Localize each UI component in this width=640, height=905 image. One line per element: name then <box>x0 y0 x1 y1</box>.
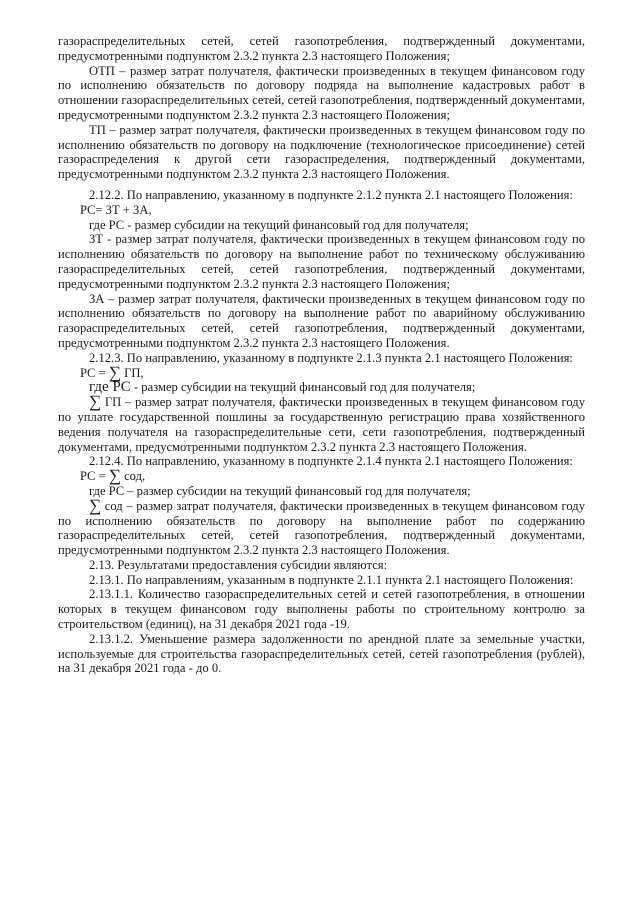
formula-lhs: PC = <box>80 469 109 484</box>
section-2-12-2: 2.12.2. По направлению, указанному в подпункте 2.1.2 пункта 2.1 настоящего Положения: <box>89 187 573 202</box>
formula-rhs: ГП, <box>120 365 144 380</box>
sum-symbol: ∑ <box>108 362 121 382</box>
section-2-13-1-1: 2.13.1.1. Количество газораспределительных сетей и сетей газопотребления, в отношении которых в текущем финансовом году выполнены работы по строительному контролю за строительством (единиц), на 31 декабря 2021 года -19. <box>58 587 585 632</box>
formula-pc-sum-sod <box>58 466 585 486</box>
section-2-13-1: 2.13.1. По направлениям, указанным в подпункте 2.1.1 пункта 2.1 настоящего Положения: <box>89 572 574 587</box>
sod-text: сод – размер затрат получателя, фактически произведенных в текущем финансовом году по исполнению обязательств по договору на выполнение работ по содержанию газораспределительных сетей, сетей газопотребления, подтвержденный документами, предусмотренными подпунктом 2.3.2 пункта 2.3 настоящего Положения. <box>58 498 585 558</box>
formula-pc-zt-za: PC= ЗТ + ЗА, <box>80 202 152 217</box>
paragraph-pc-definition: где PC - размер субсидии на текущий финансовый год для получателя; <box>89 217 469 232</box>
gp-text: ГП – размер затрат получателя, фактически произведенных в текущем финансовом году по уплате государственной пошлины за государственную регистрацию права хозяйственного ведения получателя на газораспределительные сети, сети газопотребления, подтвержденный документами, предусмотренными подпунктом 2.3.2 пункта 2.3 настоящего Положения. <box>58 395 585 454</box>
sum-symbol: ∑ <box>89 495 102 515</box>
formula-pc-sum-gp <box>58 362 585 382</box>
sum-symbol: ∑ <box>89 392 102 412</box>
paragraph-zt-definition: ЗТ - размер затрат получателя, фактически произведенных в текущем финансовом году по исполнению обязательств по договору на выполнение работ по техническому обслуживанию газораспределительных сетей, сетей газопотребления, подтвержденный документами, предусмотренными подпунктом 2.3.2 пункта 2.3 настоящего Положения; <box>58 232 585 291</box>
paragraph-za-definition: ЗА – размер затрат получателя, фактически произведенных в текущем финансовом году по исполнению обязательств по договору на выполнение работ по аварийному обслуживанию газораспределительных сетей, сетей газопотребления, подтвержденный документами, предусмотренными подпунктом 2.3.2 пункта 2.3 настоящего Положения. <box>58 291 585 350</box>
paragraph-tp-definition: ТП – размер затрат получателя, фактически произведенных в текущем финансовом году по исполнению обязательств по договору на подключение (технологическое присоединение) сетей газораспределения к другой сети газораспределения, подтвержденный документами, предусмотренными подпунктом 2.3.2 пункта 2.3 настоящего Положения. <box>58 122 585 182</box>
paragraph-otp-definition: ОТП – размер затрат получателя, фактически произведенных в текущем финансовом году по исполнению обязательств по договору подряда на выполнение кадастровых работ в отношении газораспределительных сетей, сетей газопотребления, подтвержденный документами, предусмотренными подпунктом 2.3.2 пункта 2.3 настоящего Положения; <box>58 63 585 122</box>
sum-symbol: ∑ <box>108 466 121 486</box>
formula-lhs: PC = <box>80 365 109 380</box>
paragraph-sod-definition <box>58 495 585 558</box>
formula-rhs: сод, <box>120 469 146 484</box>
pc-rest: - размер субсидии на текущий финансовый год для получателя; <box>130 380 476 395</box>
section-2-12-3: 2.12.3. По направлению, указанному в подпункте 2.1.3 пункта 2.1 настоящего Положения: <box>89 350 573 365</box>
section-2-13: 2.13. Результатами предоставления субсидии являются: <box>89 557 388 572</box>
paragraph-continuation: газораспределительных сетей, сетей газопотребления, подтвержденный документами, предусмотренными подпунктом 2.3.2 пункта 2.3 настоящего Положения; <box>58 34 585 63</box>
paragraph-gp-definition <box>58 392 585 454</box>
paragraph-pc-definition-2 <box>58 380 585 395</box>
paragraph-pc-definition-3: где PC – размер субсидии на текущий финансовый год для получателя; <box>89 483 471 498</box>
section-2-13-1-2: 2.13.1.2. Уменьшение размера задолженности по арендной плате за земельные участки, используемые для строительства газораспределительных сетей, сетей газопотребления (рублей), на 31 декабря 2021 года - до 0. <box>58 631 585 676</box>
section-2-12-4: 2.12.4. По направлению, указанному в подпункте 2.1.4 пункта 2.1 настоящего Положения: <box>89 454 573 469</box>
pc-lead: где PC <box>89 379 131 396</box>
document-body <box>58 34 585 676</box>
